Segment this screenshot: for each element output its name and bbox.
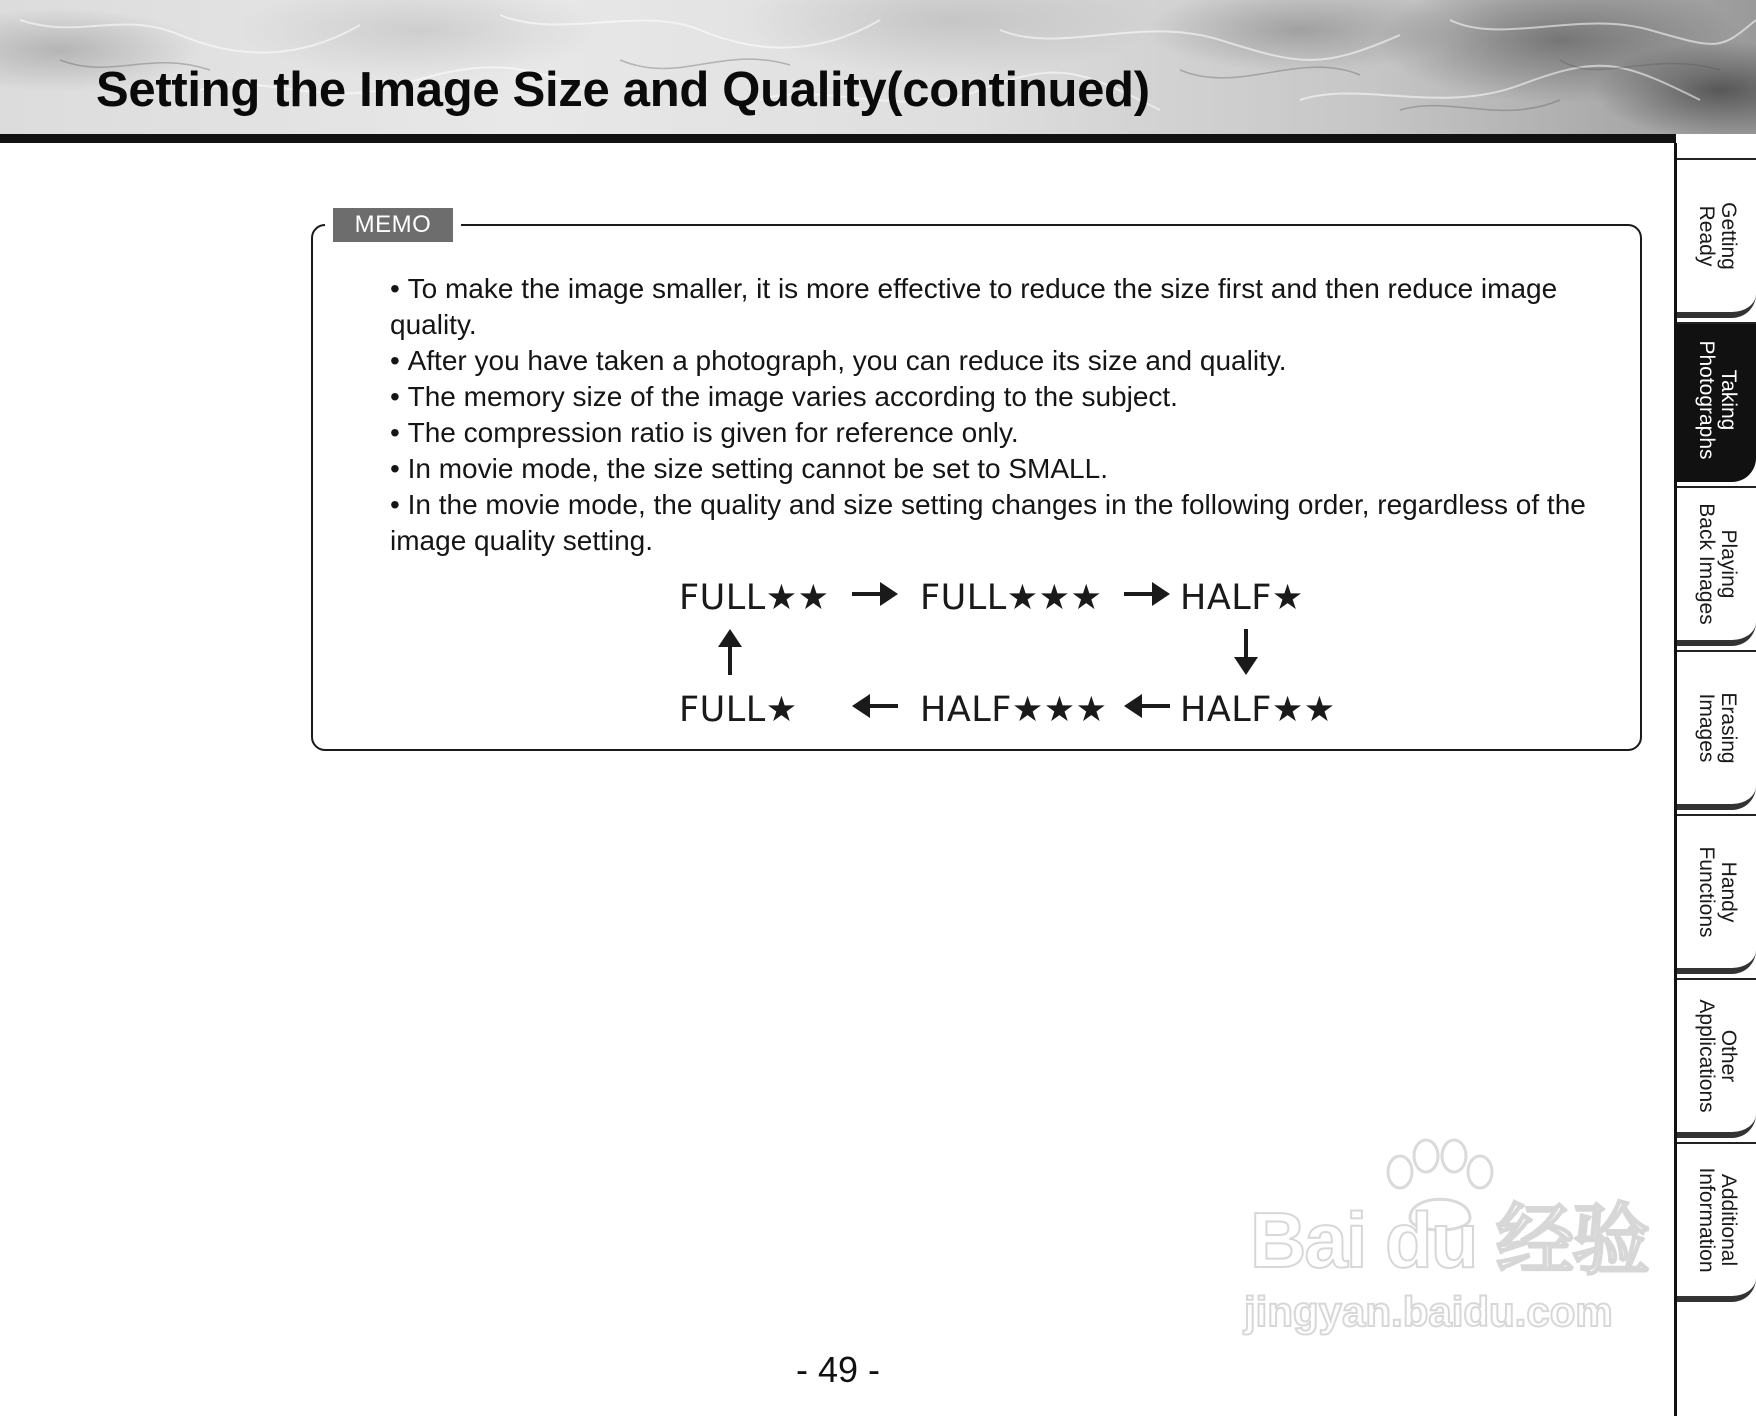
memo-item: • The memory size of the image varies according to the subject.: [390, 379, 1600, 415]
cycle-step-half-2: HALF★★: [1180, 690, 1336, 730]
memo-tag: MEMO: [333, 208, 453, 242]
cycle-step-full-3: FULL★★★: [920, 578, 1103, 618]
memo-item: • After you have taken a photograph, you can reduce its size and quality.: [390, 343, 1600, 379]
side-tab[interactable]: [1677, 978, 1756, 1138]
memo-item: • In the movie mode, the quality and size setting changes in the following order, regardless of the image quality setting.: [390, 487, 1600, 559]
side-tab-label: Taking Photographs: [1694, 340, 1740, 460]
memo-item: • To make the image smaller, it is more effective to reduce the size first and then reduce image quality.: [390, 271, 1600, 343]
memo-item: • The compression ratio is given for reference only.: [390, 415, 1600, 451]
arrow-left-icon: [850, 690, 900, 722]
side-tab-label: Handy Functions: [1694, 846, 1740, 938]
side-tab[interactable]: [1677, 158, 1756, 318]
side-tab-label: Playing Back Images: [1694, 503, 1740, 625]
side-tab[interactable]: [1677, 322, 1756, 482]
arrow-right-icon: [1122, 578, 1172, 610]
memo-item: • In movie mode, the size setting cannot be set to SMALL.: [390, 451, 1600, 487]
arrow-up-icon: [713, 627, 747, 677]
side-tab[interactable]: [1677, 650, 1756, 810]
memo-list: [390, 271, 1600, 559]
arrow-left-icon: [1122, 690, 1172, 722]
watermark-url: jingyan.baidu.com: [1244, 1288, 1613, 1335]
page-number: - 49 -: [795, 1349, 881, 1390]
watermark-brand: Bai du 经验: [1250, 1196, 1649, 1284]
side-tab-label: Erasing Images: [1694, 692, 1740, 764]
cycle-step-half-1: HALF★: [1180, 578, 1304, 618]
cycle-step-full-1: FULL★: [679, 690, 798, 730]
page-title: Setting the Image Size and Quality(continued): [96, 63, 1150, 117]
side-tab[interactable]: [1677, 486, 1756, 646]
side-tab-label: Other Applications: [1694, 999, 1740, 1113]
side-tab-label: Getting Ready: [1694, 202, 1740, 270]
side-tab-label: Additional Information: [1694, 1167, 1740, 1273]
header-rule: [0, 134, 1676, 143]
arrow-right-icon: [850, 578, 900, 610]
side-tab[interactable]: [1677, 814, 1756, 974]
side-tab[interactable]: [1677, 1142, 1756, 1302]
arrow-down-icon: [1229, 627, 1263, 677]
cycle-step-half-3: HALF★★★: [920, 690, 1108, 730]
watermark: [1240, 1150, 1660, 1350]
cycle-step-full-2: FULL★★: [679, 578, 830, 618]
header-band: [0, 0, 1756, 134]
